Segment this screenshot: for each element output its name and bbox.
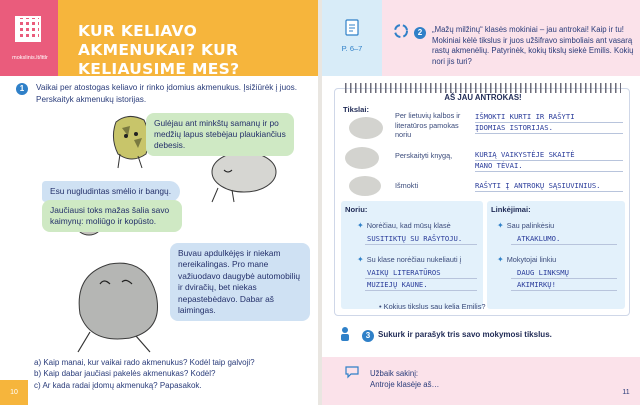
write-line	[365, 278, 477, 279]
goal-2-line-1: KURIĄ VAIKYSTĖJE SKAITĖ	[475, 150, 575, 159]
speech-bubble-mossy: Gulėjau ant minkštų samanų ir po medžių lapus stebėjau plaukiančius debesis.	[146, 113, 294, 156]
task-1-text: Vaikai per atostogas keliavo ir rinko įdomius akmenukus. Įsižiūrėk į juos. Perskaityk akmenukų istorijas.	[36, 83, 298, 104]
goal-2-desc: Perskaityti knygą,	[395, 151, 453, 160]
person-icon	[338, 326, 352, 342]
heart-stone-icon	[349, 117, 383, 139]
task-3-text: Sukurk ir parašyk tris savo mokymosi tikslus.	[378, 330, 552, 339]
question-a: a) Kaip manai, kur vaikai rado akmenukus? Kodėl taip galvoji?	[34, 358, 255, 367]
goal-1-desc: Per lietuvių kalbos ir literatūros pamokas noriu	[395, 111, 461, 140]
notebook-title: AŠ JAU ANTROKAS!	[444, 93, 522, 102]
wishes-panel	[341, 201, 483, 309]
wish-1-line-1: SUSITIKTŲ SU RAŠYTOJU.	[367, 234, 463, 243]
page-title: KUR KELIAVO AKMENUKAI? KUR KELIAUSIME MES?	[78, 22, 240, 78]
goal-3-line-1: RAŠYTI Į ANTROKŲ SĄSIUVINIUS.	[475, 181, 601, 190]
task-number-2: 2	[414, 27, 426, 39]
hint-line-2: Antroje klasėje aš…	[370, 380, 440, 389]
goal-3-desc: Išmokti	[395, 181, 419, 190]
task-number-1: 1	[16, 83, 28, 95]
qr-link[interactable]: mokslinis.lt/lttlr	[12, 55, 48, 61]
notebook-spiral	[345, 83, 621, 93]
leaf-stone-icon	[345, 147, 379, 169]
notebook-question: • Kokius tikslus sau kelia Emilis?	[379, 302, 486, 311]
plus-icon: ✦	[497, 221, 504, 230]
write-line	[475, 133, 623, 134]
left-page	[0, 0, 318, 405]
goal-1-line-1: IŠMOKTI KURTI IR RAŠYTI	[475, 112, 575, 121]
bumpy-stone-illustration	[60, 244, 172, 356]
wish-1-desc	[357, 221, 481, 231]
document-pencil-icon	[344, 18, 362, 38]
speech-bubble-smooth: Esu nugludintas smėlio ir bangų.	[42, 181, 180, 202]
write-line	[475, 171, 623, 172]
plus-icon: ✦	[357, 221, 364, 230]
plus-icon: ✦	[497, 255, 504, 264]
wish-2-text: Su klase norėčiau nukeliauti į	[366, 255, 462, 264]
wish-1-text: Norėčiau, kad mūsų klasė	[366, 221, 451, 230]
task-2-text: „Mažų milžinų“ klasės mokiniai – jau antrokai! Kaip ir tu! Mokiniai kėlė tikslus ir juos užšifravo simboliais ant vasarą rastų akmenėlių. Patyrinėk, kokių tikslų siekė Emilis. Kokių nori jis turi?	[432, 25, 634, 66]
qr-block	[0, 0, 58, 76]
wish-2-line-2: MUZIEJŲ KAUNE.	[367, 280, 428, 289]
speech-bubble-roadside: Buvau apdulkėjęs ir niekam nereikalingas. Pro mane važiuodavo daugybė automobilių ir dviračių, bet niekas nepastebėdavo. Dabar aš laimingas.	[170, 243, 310, 321]
wishes-2-panel	[487, 201, 625, 309]
page-number-right: 11	[612, 380, 640, 405]
goal-2-line-2: MANO TĖVAI.	[475, 161, 523, 170]
speech-bubble-garden: Jaučiausi toks mažas šalia savo kaimynų: moliūgo ir kopūsto.	[42, 200, 182, 232]
qr-code-icon[interactable]	[15, 16, 41, 42]
wish-2-desc	[357, 255, 481, 265]
write-line	[365, 244, 477, 245]
wish2-1-desc	[497, 221, 621, 231]
reference-block	[322, 0, 382, 76]
wish-2-line-1: VAIKŲ LITERATŪROS	[367, 268, 441, 277]
write-line	[475, 160, 623, 161]
right-page	[322, 0, 640, 405]
goal-1-line-2: ĮDOMIAS ISTORIJAS.	[475, 123, 553, 132]
wish2-2-desc	[497, 255, 621, 265]
write-line	[511, 278, 617, 279]
question-b: b) Kaip dabar jaučiasi pakelės akmenukas? Kodėl?	[34, 369, 216, 379]
hint-text	[370, 368, 439, 390]
refresh-cycle-icon	[392, 22, 410, 40]
write-line	[475, 191, 623, 192]
write-line	[365, 290, 477, 291]
write-line	[511, 290, 617, 291]
pages-reference: P. 6–7	[341, 44, 363, 53]
goals-label: Tikslai:	[343, 105, 370, 114]
task-number-3: 3	[362, 330, 374, 342]
smooth-stone-illustration	[204, 148, 280, 204]
questions-list	[34, 357, 314, 391]
tally-stone-icon	[349, 176, 381, 196]
page-number-left: 10	[0, 380, 28, 405]
write-line	[475, 122, 623, 123]
notebook	[334, 88, 630, 316]
plus-icon: ✦	[357, 255, 364, 264]
wish2-1-text: Sau palinkėsiu	[506, 221, 555, 230]
wishes-2-label: Linkėjimai:	[491, 205, 531, 214]
speech-idea-icon	[344, 365, 360, 379]
question-c: c) Ar kada radai įdomų akmenuką? Papasakok.	[34, 380, 202, 390]
wish2-1-line-1: ATKAKLUMO.	[517, 234, 561, 243]
wish2-2-text: Mokytojai linkiu	[506, 255, 557, 264]
write-line	[511, 244, 617, 245]
hint-line-1: Užbaik sakinį:	[370, 369, 419, 378]
wish2-2-line-1: DAUG LINKSMŲ	[517, 268, 569, 277]
wish2-2-line-2: AKIMIRKŲ!	[517, 280, 556, 289]
wishes-label: Noriu:	[345, 205, 368, 214]
